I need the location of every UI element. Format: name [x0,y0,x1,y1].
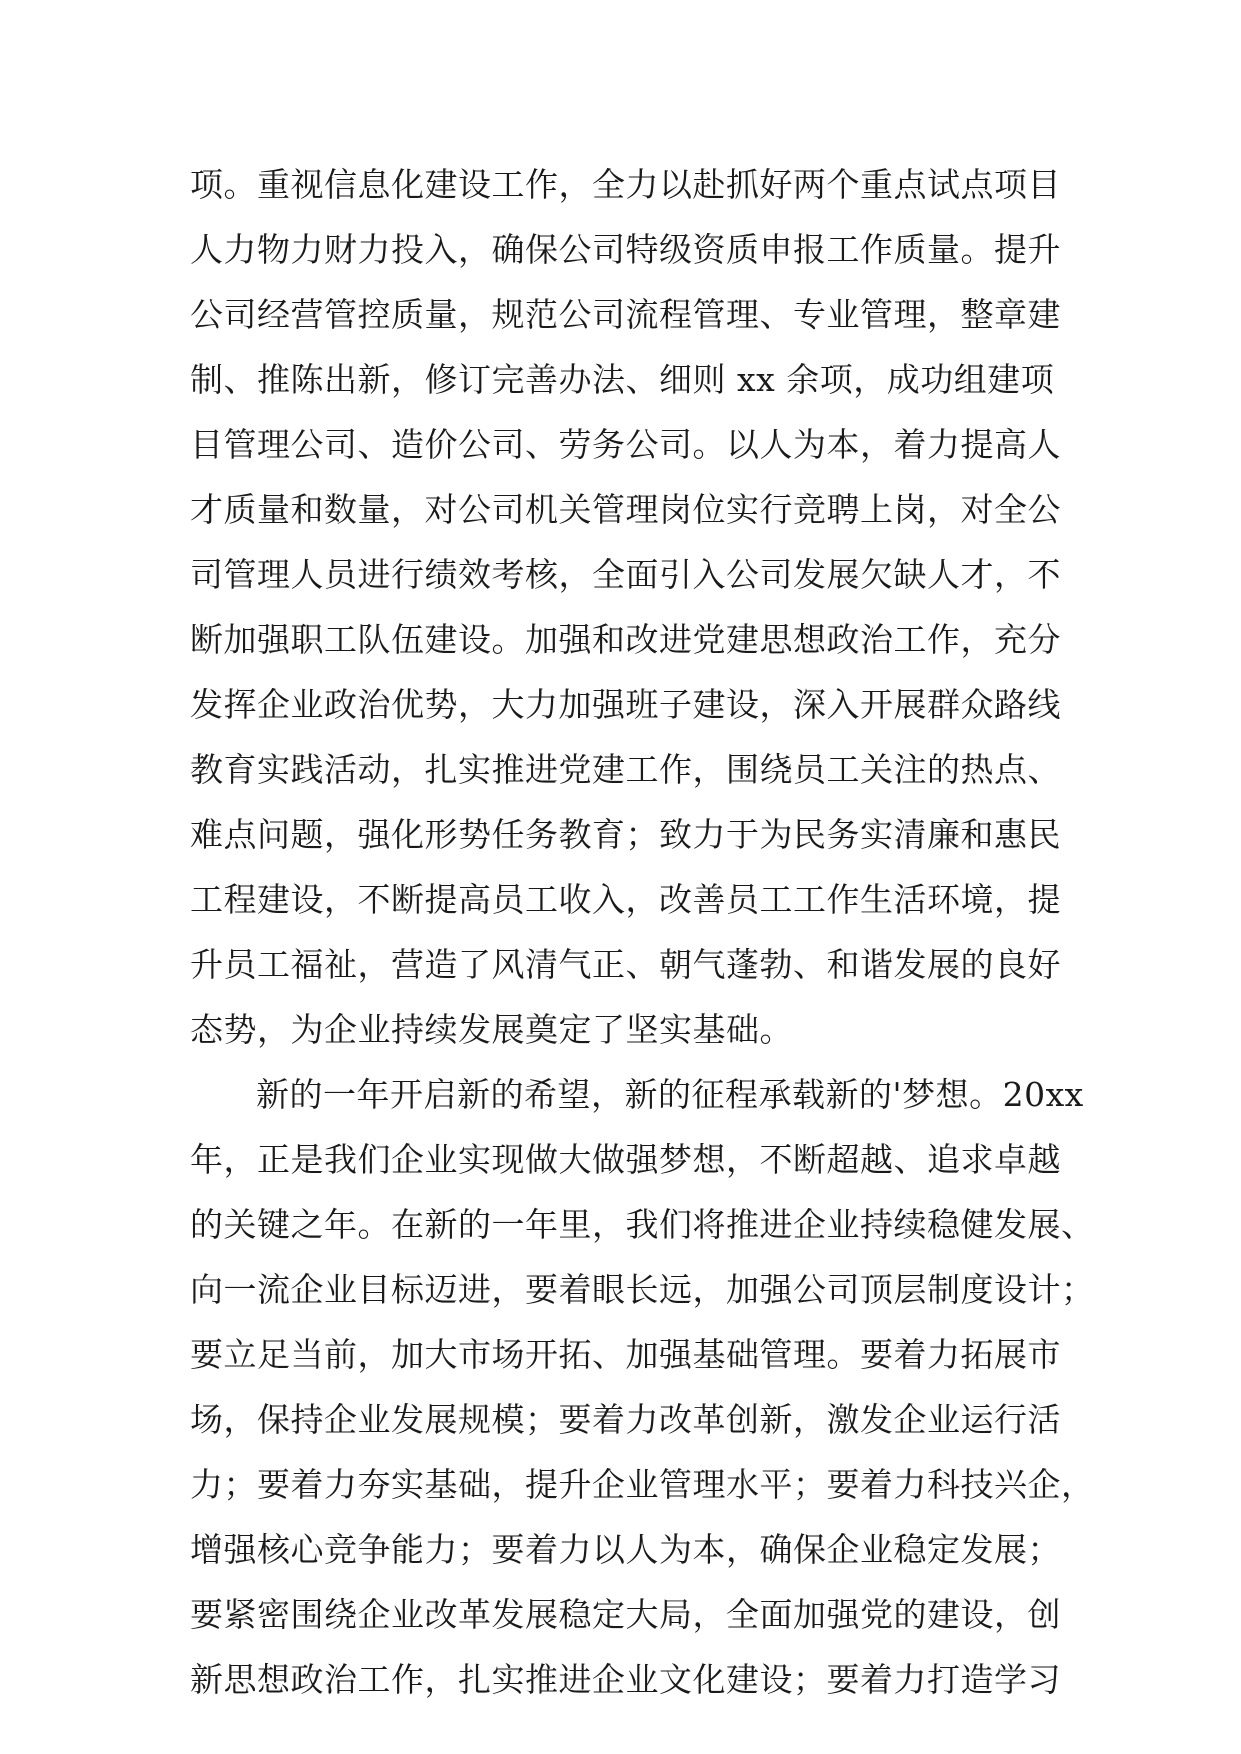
text-line: 工程建设，不断提高员工收入，改善员工工作生活环境，提 [190,880,1061,919]
text-line: 发挥企业政治优势，大力加强班子建设，深入开展群众路线 [190,685,1061,724]
text-line: 态势，为企业持续发展奠定了坚实基础。 [190,1010,793,1049]
text-line: 才质量和数量，对公司机关管理岗位实行竞聘上岗，对全公 [190,490,1061,529]
text-line: 增强核心竞争能力；要着力以人为本，确保企业稳定发展； [190,1530,1061,1569]
text-line: 制、推陈出新，修订完善办法、细则 xx 余项，成功组建项 [190,360,1055,399]
text-line: 要紧密围绕企业改革发展稳定大局，全面加强党的建设，创 [190,1595,1061,1634]
text-line: 向一流企业目标迈进，要着眼长远，加强公司顶层制度设计； [190,1270,1095,1309]
text-line: 力；要着力夯实基础，提升企业管理水平；要着力科技兴企， [190,1465,1095,1504]
text-line: 断加强职工队伍建设。加强和改进党建思想政治工作，充分 [190,620,1061,659]
text-line: 公司经营管控质量，规范公司流程管理、专业管理，整章建 [190,295,1061,334]
text-line: 司管理人员进行绩效考核，全面引入公司发展欠缺人才，不 [190,555,1061,594]
text-line: 目管理公司、造价公司、劳务公司。以人为本，着力提高人 [190,425,1061,464]
text-line: 教育实践活动，扎实推进党建工作，围绕员工关注的热点、 [190,750,1061,789]
document-body [190,152,1095,1712]
text-line: 项。重视信息化建设工作，全力以赴抓好两个重点试点项目 [190,165,1061,204]
paragraph-start-line: 新的一年开启新的希望，新的征程承载新的'梦想。20xx [256,1075,1084,1114]
text-line: 难点问题，强化形势任务教育；致力于为民务实清廉和惠民 [190,815,1061,854]
text-line: 升员工福祉，营造了风清气正、朝气蓬勃、和谐发展的良好 [190,945,1061,984]
text-line: 场，保持企业发展规模；要着力改革创新，激发企业运行活 [190,1400,1061,1439]
text-line: 新思想政治工作，扎实推进企业文化建设；要着力打造学习 [190,1660,1061,1699]
text-line: 要立足当前，加大市场开拓、加强基础管理。要着力拓展市 [190,1335,1061,1374]
text-line: 的关键之年。在新的一年里，我们将推进企业持续稳健发展、 [190,1205,1095,1244]
text-line: 年，正是我们企业实现做大做强梦想，不断超越、追求卓越 [190,1140,1061,1179]
text-line: 人力物力财力投入，确保公司特级资质申报工作质量。提升 [190,230,1061,269]
